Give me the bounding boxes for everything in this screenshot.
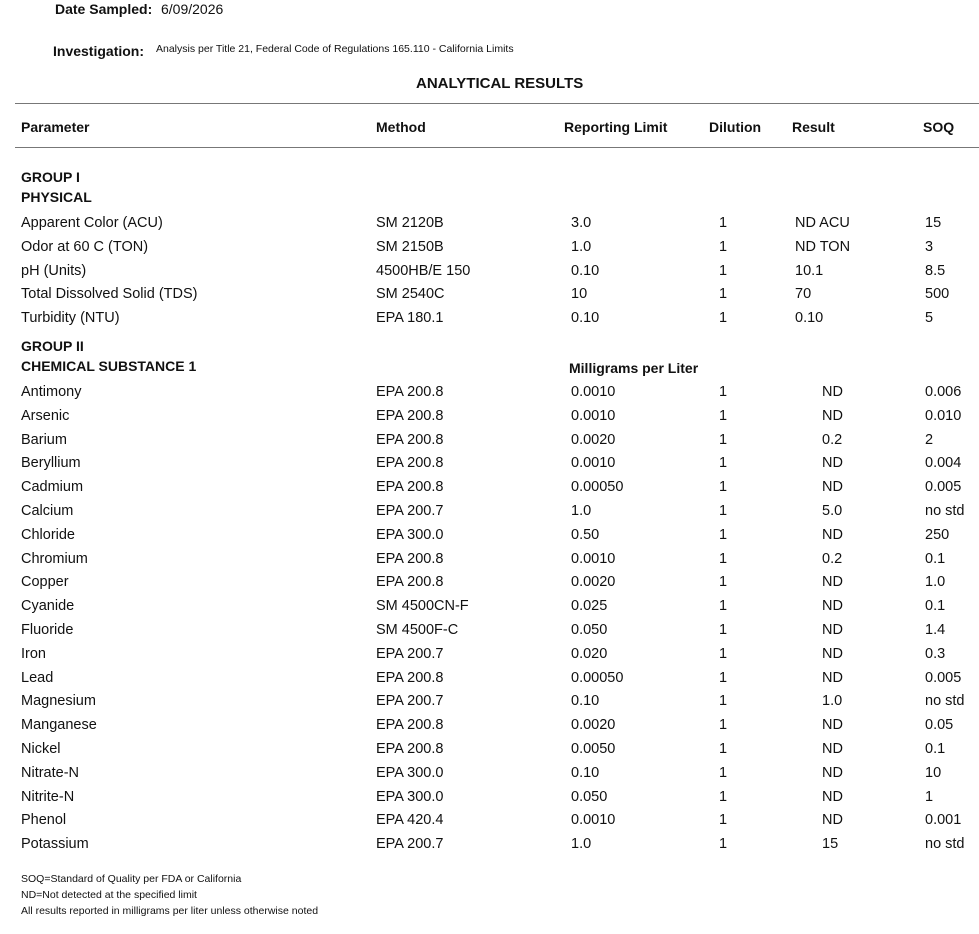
column-header-result: Result bbox=[792, 119, 835, 135]
cell-result: ND TON bbox=[795, 238, 851, 255]
cell-result: 0.2 bbox=[822, 550, 843, 567]
cell-dilution: 1 bbox=[719, 238, 728, 255]
footnote: ND=Not detected at the specified limit bbox=[21, 889, 197, 901]
cell-soq: 0.1 bbox=[925, 550, 946, 567]
cell-method: EPA 200.8 bbox=[376, 384, 444, 400]
cell-parameter: Fluoride bbox=[21, 622, 74, 638]
cell-method: EPA 200.7 bbox=[376, 836, 444, 853]
cell-parameter: Chloride bbox=[21, 526, 75, 543]
cell-parameter: Total Dissolved Solid (TDS) bbox=[21, 286, 198, 303]
cell-parameter: Odor at 60 C (TON) bbox=[21, 238, 149, 255]
cell-method: EPA 200.8 bbox=[376, 550, 444, 567]
cell-soq: 0.001 bbox=[925, 812, 962, 829]
cell-result: ND bbox=[822, 455, 843, 472]
cell-method: EPA 200.8 bbox=[376, 741, 444, 757]
cell-soq: 1.0 bbox=[925, 574, 946, 591]
header-bottom-rule bbox=[15, 147, 979, 148]
cell-dilution: 1 bbox=[719, 455, 728, 472]
cell-soq: 0.1 bbox=[925, 741, 946, 757]
cell-dilution: 1 bbox=[719, 503, 728, 519]
cell-parameter: Chromium bbox=[21, 550, 88, 567]
cell-reporting-limit: 0.050 bbox=[571, 788, 608, 805]
cell-dilution: 1 bbox=[719, 812, 728, 829]
cell-method: SM 2120B bbox=[376, 215, 444, 231]
cell-parameter: Calcium bbox=[21, 503, 74, 519]
cell-reporting-limit: 10 bbox=[571, 286, 588, 303]
column-header-method: Method bbox=[376, 119, 426, 135]
cell-reporting-limit: 0.00050 bbox=[571, 479, 624, 496]
cell-soq: 0.006 bbox=[925, 384, 962, 400]
cell-soq: 0.005 bbox=[925, 669, 962, 686]
cell-dilution: 1 bbox=[719, 836, 728, 853]
cell-parameter: Magnesium bbox=[21, 693, 96, 710]
cell-parameter: Cadmium bbox=[21, 479, 84, 496]
cell-reporting-limit: 0.10 bbox=[571, 693, 600, 710]
cell-soq: no std bbox=[925, 836, 965, 853]
cell-result: ND bbox=[822, 717, 843, 734]
cell-result: ND ACU bbox=[795, 215, 850, 231]
cell-method: EPA 420.4 bbox=[376, 812, 444, 829]
cell-dilution: 1 bbox=[719, 407, 728, 424]
cell-reporting-limit: 0.020 bbox=[571, 645, 608, 662]
cell-reporting-limit: 0.0010 bbox=[571, 407, 616, 424]
group-sublabel: PHYSICAL bbox=[21, 189, 92, 205]
cell-reporting-limit: 0.0020 bbox=[571, 717, 616, 734]
cell-parameter: Manganese bbox=[21, 717, 97, 734]
cell-dilution: 1 bbox=[719, 598, 728, 615]
cell-parameter: Potassium bbox=[21, 836, 89, 853]
footnote: SOQ=Standard of Quality per FDA or California bbox=[21, 873, 242, 885]
cell-parameter: Lead bbox=[21, 669, 54, 686]
cell-soq: no std bbox=[925, 503, 965, 519]
cell-result: ND bbox=[822, 407, 843, 424]
cell-method: EPA 180.1 bbox=[376, 310, 444, 327]
cell-method: SM 2540C bbox=[376, 286, 445, 303]
cell-method: EPA 200.8 bbox=[376, 717, 444, 734]
column-header-reporting-limit: Reporting Limit bbox=[564, 119, 668, 135]
cell-dilution: 1 bbox=[719, 574, 728, 591]
cell-soq: 10 bbox=[925, 764, 942, 781]
cell-method: SM 2150B bbox=[376, 238, 444, 255]
cell-method: EPA 300.0 bbox=[376, 526, 444, 543]
cell-result: ND bbox=[822, 384, 843, 400]
cell-result: 70 bbox=[795, 286, 812, 303]
cell-soq: 15 bbox=[925, 215, 942, 231]
date-sampled-label: Date Sampled: bbox=[55, 1, 153, 17]
cell-parameter: Cyanide bbox=[21, 598, 75, 615]
column-header-dilution: Dilution bbox=[709, 119, 762, 135]
column-header-soq: SOQ bbox=[923, 119, 955, 135]
cell-parameter: Arsenic bbox=[21, 407, 70, 424]
cell-reporting-limit: 0.0020 bbox=[571, 574, 616, 591]
cell-dilution: 1 bbox=[719, 310, 728, 327]
cell-result: ND bbox=[822, 479, 843, 496]
cell-dilution: 1 bbox=[719, 717, 728, 734]
cell-reporting-limit: 0.050 bbox=[571, 622, 608, 638]
page-title: ANALYTICAL RESULTS bbox=[416, 75, 584, 92]
cell-method: SM 4500CN-F bbox=[376, 598, 469, 615]
cell-reporting-limit: 0.0010 bbox=[571, 384, 616, 400]
cell-method: EPA 200.7 bbox=[376, 503, 444, 519]
cell-result: ND bbox=[822, 764, 843, 781]
cell-soq: 1 bbox=[925, 788, 934, 805]
cell-dilution: 1 bbox=[719, 479, 728, 496]
cell-soq: 0.010 bbox=[925, 407, 962, 424]
cell-result: ND bbox=[822, 812, 843, 829]
units-note: Milligrams per Liter bbox=[569, 360, 699, 376]
cell-dilution: 1 bbox=[719, 431, 728, 448]
cell-reporting-limit: 0.0020 bbox=[571, 431, 616, 448]
cell-dilution: 1 bbox=[719, 669, 728, 686]
cell-soq: 8.5 bbox=[925, 262, 946, 279]
cell-soq: 2 bbox=[925, 431, 934, 448]
cell-parameter: Apparent Color (ACU) bbox=[21, 215, 163, 231]
cell-result: ND bbox=[822, 574, 843, 591]
cell-reporting-limit: 0.025 bbox=[571, 598, 608, 615]
cell-method: EPA 200.8 bbox=[376, 455, 444, 472]
cell-reporting-limit: 0.50 bbox=[571, 526, 600, 543]
investigation-value: Analysis per Title 21, Federal Code of Regulations 165.110 - California Limits bbox=[156, 43, 514, 55]
cell-soq: 3 bbox=[925, 238, 934, 255]
cell-result: ND bbox=[822, 788, 843, 805]
footnote: All results reported in milligrams per liter unless otherwise noted bbox=[21, 905, 319, 917]
group-sublabel: CHEMICAL SUBSTANCE 1 bbox=[21, 358, 197, 374]
cell-dilution: 1 bbox=[719, 693, 728, 710]
investigation-label: Investigation: bbox=[53, 43, 145, 59]
cell-method: EPA 200.8 bbox=[376, 479, 444, 496]
cell-result: ND bbox=[822, 526, 843, 543]
cell-reporting-limit: 1.0 bbox=[571, 836, 592, 853]
date-sampled-value: 6/09/2026 bbox=[161, 1, 224, 17]
cell-method: EPA 200.7 bbox=[376, 693, 444, 710]
cell-method: EPA 300.0 bbox=[376, 764, 444, 781]
cell-soq: 0.1 bbox=[925, 598, 946, 615]
cell-reporting-limit: 1.0 bbox=[571, 238, 592, 255]
column-header-parameter: Parameter bbox=[21, 119, 90, 135]
cell-dilution: 1 bbox=[719, 286, 728, 303]
cell-parameter: Iron bbox=[21, 645, 46, 662]
cell-parameter: Nitrate-N bbox=[21, 764, 80, 781]
cell-dilution: 1 bbox=[719, 788, 728, 805]
cell-reporting-limit: 0.10 bbox=[571, 262, 600, 279]
cell-reporting-limit: 1.0 bbox=[571, 503, 592, 519]
cell-dilution: 1 bbox=[719, 262, 728, 279]
cell-dilution: 1 bbox=[719, 526, 728, 543]
cell-parameter: Copper bbox=[21, 574, 69, 591]
cell-method: EPA 200.8 bbox=[376, 669, 444, 686]
cell-method: SM 4500F-C bbox=[376, 622, 459, 638]
cell-reporting-limit: 0.0010 bbox=[571, 550, 616, 567]
cell-dilution: 1 bbox=[719, 622, 728, 638]
cell-result: ND bbox=[822, 645, 843, 662]
cell-soq: 0.005 bbox=[925, 479, 962, 496]
cell-soq: 0.05 bbox=[925, 717, 954, 734]
cell-result: 0.2 bbox=[822, 431, 843, 448]
cell-parameter: Turbidity (NTU) bbox=[21, 310, 120, 327]
cell-dilution: 1 bbox=[719, 215, 728, 231]
cell-result: ND bbox=[822, 598, 843, 615]
cell-soq: 5 bbox=[925, 310, 934, 327]
header-top-rule bbox=[15, 103, 979, 104]
cell-parameter: Nitrite-N bbox=[21, 788, 75, 805]
group-label: GROUP II bbox=[21, 338, 84, 354]
cell-parameter: Nickel bbox=[21, 741, 61, 757]
cell-reporting-limit: 3.0 bbox=[571, 215, 592, 231]
cell-method: EPA 200.8 bbox=[376, 574, 444, 591]
group-label: GROUP I bbox=[21, 169, 80, 185]
cell-soq: 0.004 bbox=[925, 455, 962, 472]
cell-dilution: 1 bbox=[719, 741, 728, 757]
cell-dilution: 1 bbox=[719, 384, 728, 400]
cell-parameter: Antimony bbox=[21, 384, 82, 400]
cell-reporting-limit: 0.0010 bbox=[571, 812, 616, 829]
cell-method: EPA 200.8 bbox=[376, 407, 444, 424]
cell-soq: 250 bbox=[925, 526, 950, 543]
cell-reporting-limit: 0.0010 bbox=[571, 455, 616, 472]
cell-result: 10.1 bbox=[795, 262, 824, 279]
cell-dilution: 1 bbox=[719, 764, 728, 781]
cell-soq: 1.4 bbox=[925, 622, 946, 638]
cell-reporting-limit: 0.0050 bbox=[571, 741, 616, 757]
cell-dilution: 1 bbox=[719, 550, 728, 567]
cell-method: EPA 200.8 bbox=[376, 431, 444, 448]
cell-result: ND bbox=[822, 622, 843, 638]
cell-parameter: Beryllium bbox=[21, 455, 81, 472]
cell-reporting-limit: 0.10 bbox=[571, 764, 600, 781]
cell-method: 4500HB/E 150 bbox=[376, 262, 471, 279]
cell-result: ND bbox=[822, 741, 843, 757]
cell-parameter: Barium bbox=[21, 431, 67, 448]
cell-result: 0.10 bbox=[795, 310, 824, 327]
cell-dilution: 1 bbox=[719, 645, 728, 662]
cell-result: ND bbox=[822, 669, 843, 686]
cell-result: 5.0 bbox=[822, 503, 843, 519]
cell-parameter: pH (Units) bbox=[21, 262, 87, 279]
cell-result: 1.0 bbox=[822, 693, 843, 710]
cell-reporting-limit: 0.00050 bbox=[571, 669, 624, 686]
cell-method: EPA 300.0 bbox=[376, 788, 444, 805]
cell-soq: 500 bbox=[925, 286, 950, 303]
cell-soq: 0.3 bbox=[925, 645, 946, 662]
cell-soq: no std bbox=[925, 693, 965, 710]
cell-parameter: Phenol bbox=[21, 812, 67, 829]
cell-method: EPA 200.7 bbox=[376, 645, 444, 662]
cell-reporting-limit: 0.10 bbox=[571, 310, 600, 327]
cell-result: 15 bbox=[822, 836, 839, 853]
